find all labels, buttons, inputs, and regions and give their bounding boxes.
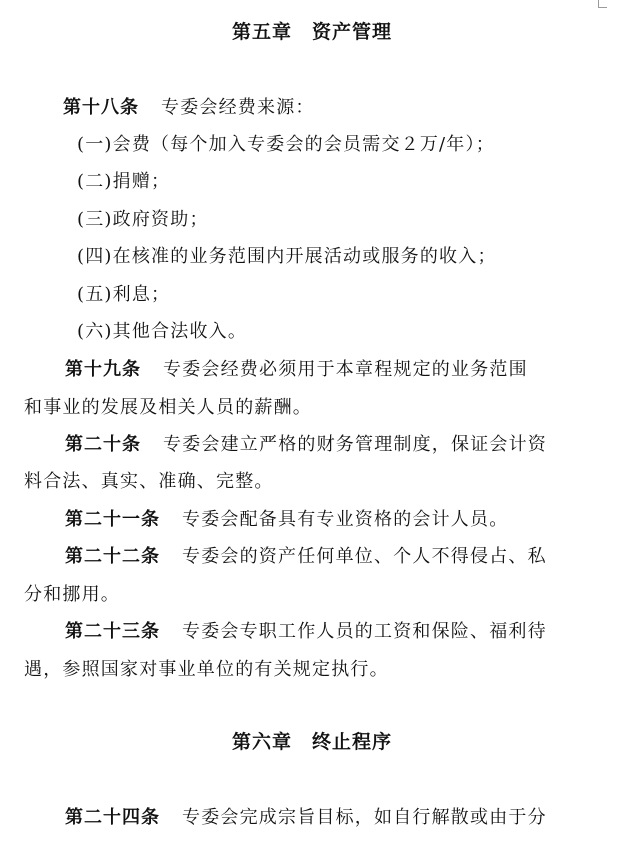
article-20-label: 第二十条 [65,434,141,455]
article-20-line-2: 料合法、真实、准确、完整。 [24,471,274,492]
article-23-line-2: 遇，参照国家对事业单位的有关规定执行。 [24,659,389,680]
chapter-5-title: 第五章 资产管理 [231,21,392,43]
article-19-line-2: 和事业的发展及相关人员的薪酬。 [24,397,312,418]
article-20-line-1 [65,430,547,456]
article-19-text-1: 专委会经费必须用于本章程规定的业务范围 [163,359,528,380]
article-24-text-1: 专委会完成宗旨目标，如自行解散或由于分 [182,807,547,828]
article-22-line-1 [65,542,547,568]
article-18-label: 第十八条 [63,97,139,118]
article-23-line-1 [65,617,547,643]
article-19-label: 第十九条 [65,359,141,380]
chapter-6-title: 第六章 终止程序 [231,731,392,753]
article-18 [63,93,315,119]
article-18-item-3: (三)政府资助； [77,209,209,230]
article-21-line-1 [65,505,508,531]
article-18-item-6: (六)其他合法收入。 [77,321,248,342]
article-19-line-1 [65,355,595,381]
article-18-item-4: (四)在核准的业务范围内开展活动或服务的收入； [77,246,497,267]
article-24-line-1 [65,803,547,829]
page-corner-mark [598,0,607,8]
article-18-item-5: (五)利息； [77,284,171,305]
article-18-item-1: (一)会费（每个加入专委会的会员需交２万/年）； [77,134,495,155]
article-22-line-2: 分和挪用。 [24,584,120,605]
article-23-label: 第二十三条 [65,621,160,642]
article-21-label: 第二十一条 [65,509,160,530]
article-22-text-1: 专委会的资产任何单位、个人不得侵占、私 [182,546,547,567]
article-20-text-1: 专委会建立严格的财务管理制度，保证会计资 [163,434,547,455]
article-18-text: 专委会经费来源： [161,97,315,118]
article-21-text-1: 专委会配备具有专业资格的会计人员。 [182,509,509,530]
article-24-label: 第二十四条 [65,807,160,828]
article-18-item-2: (二)捐赠； [77,171,171,192]
article-23-text-1: 专委会专职工作人员的工资和保险、福利待 [182,621,547,642]
article-22-label: 第二十二条 [65,546,160,567]
